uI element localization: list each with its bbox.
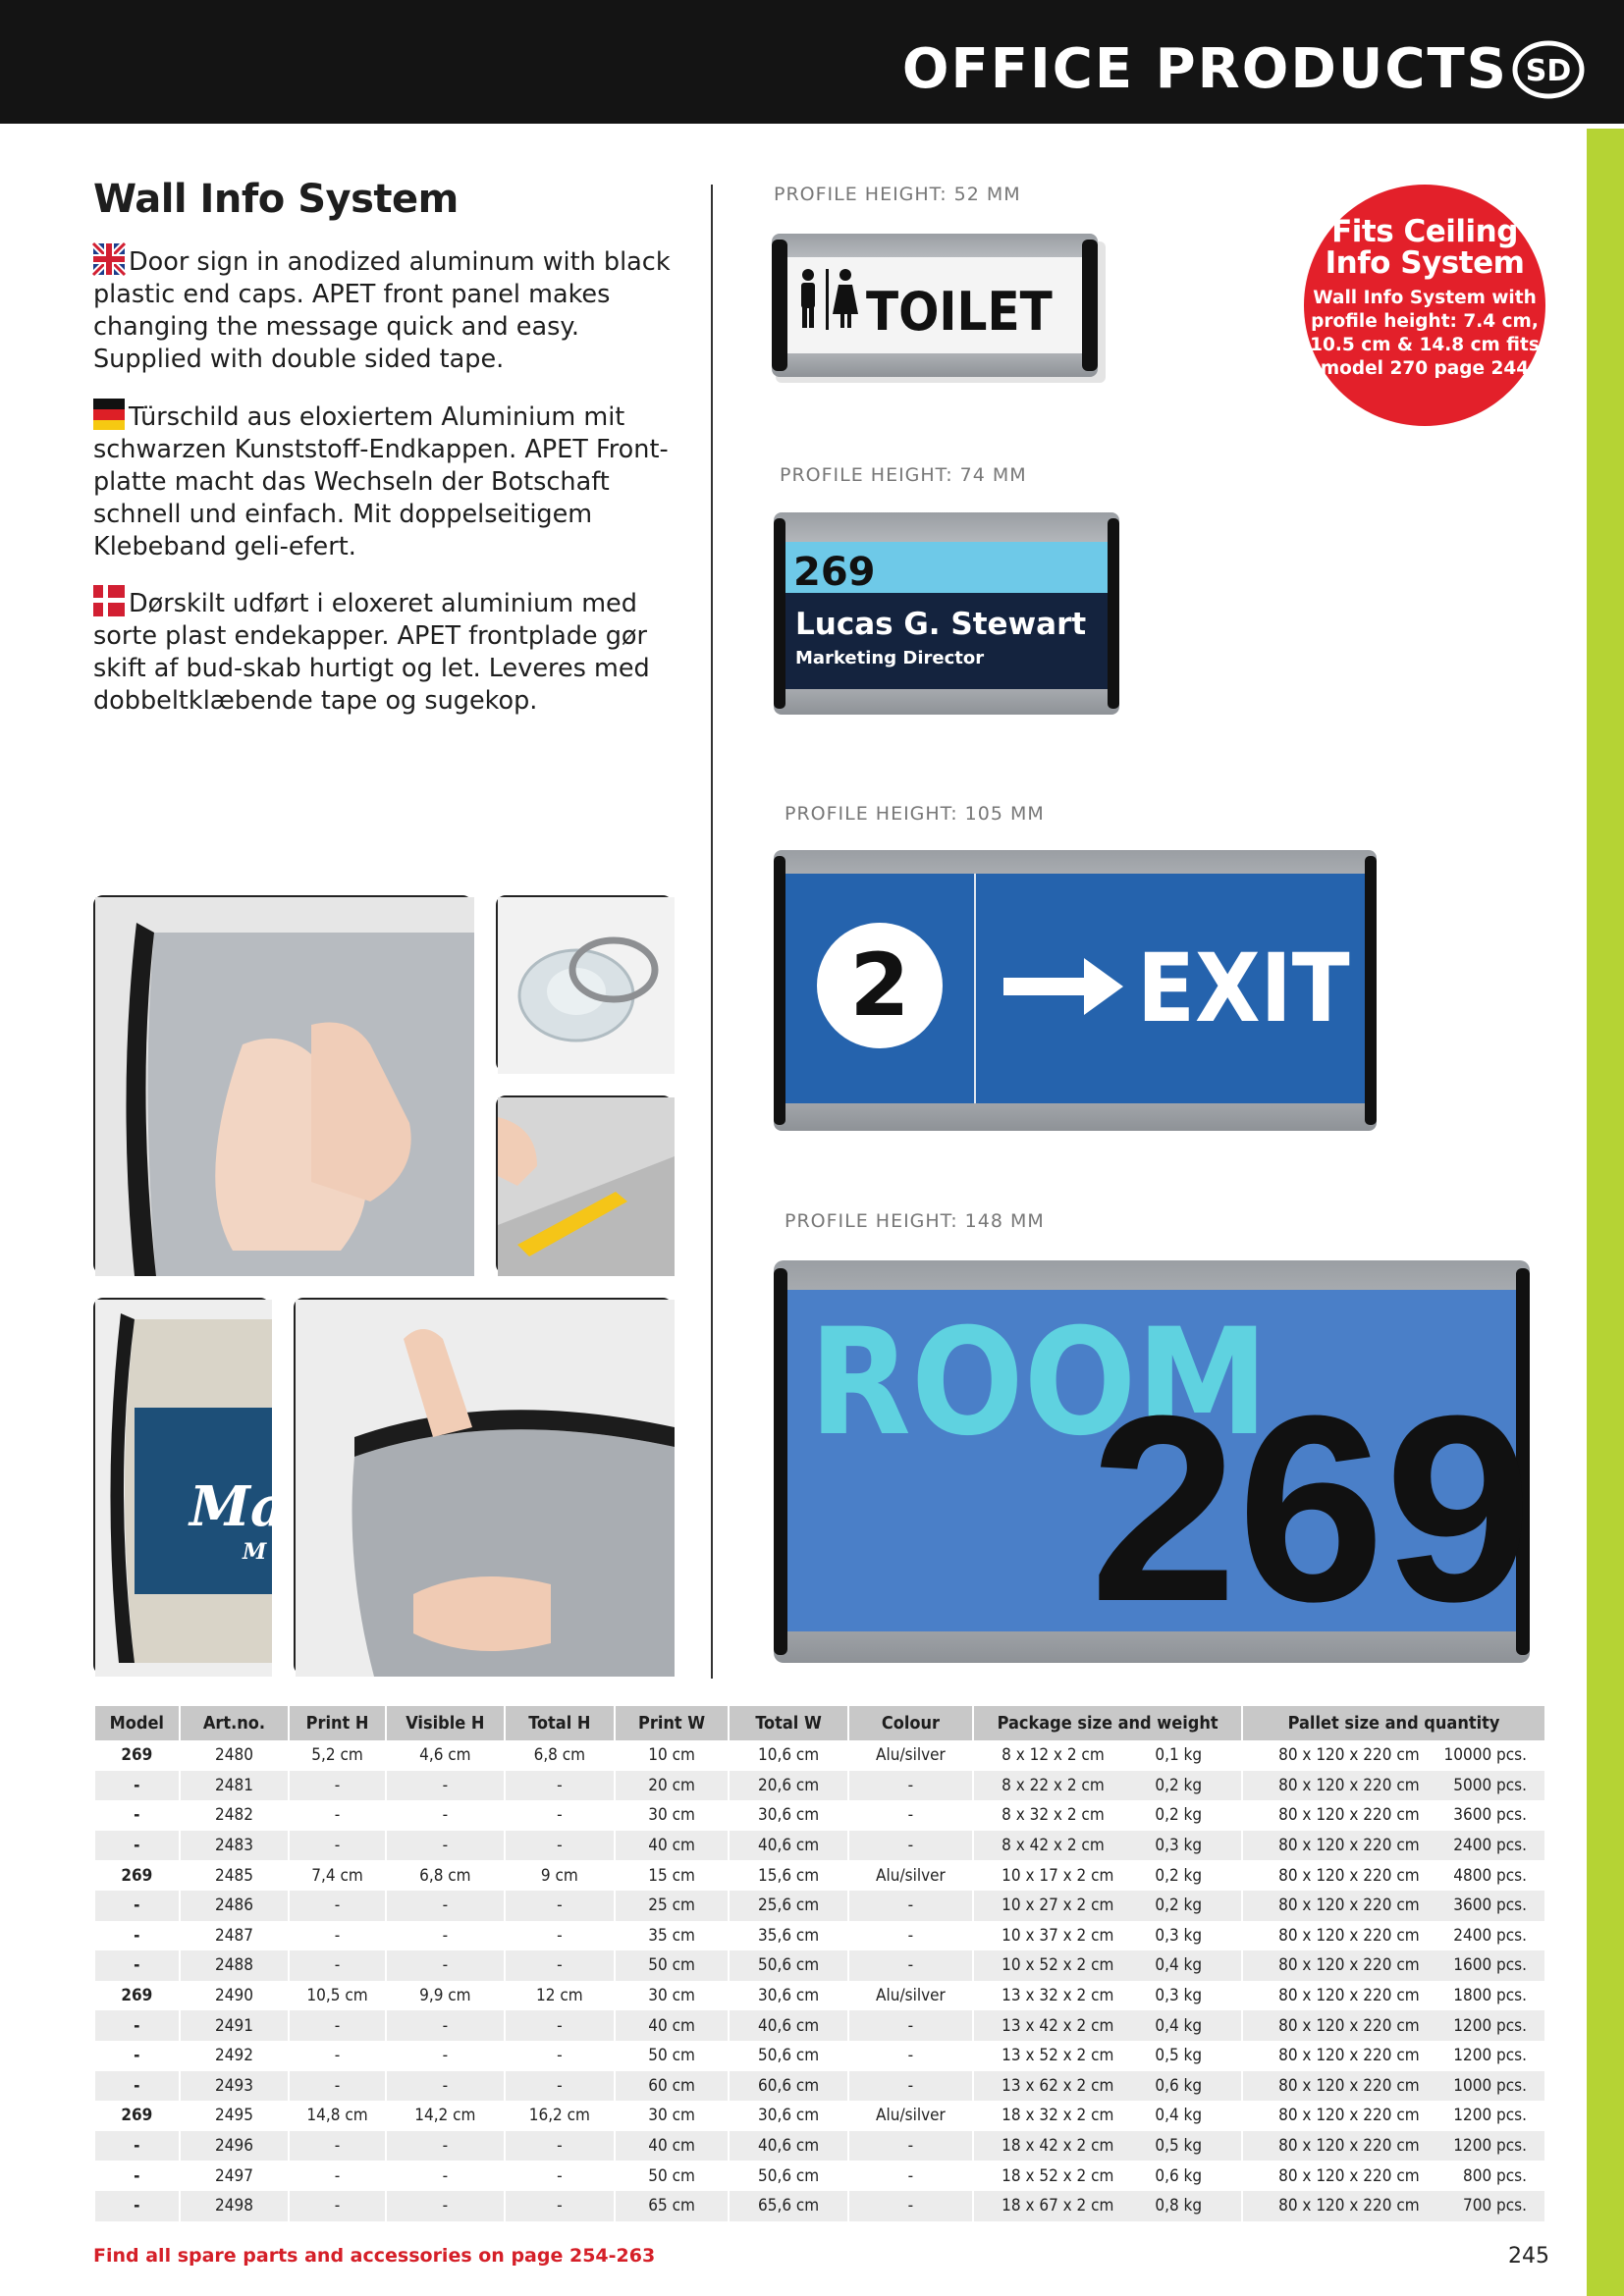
cell-total-h: - xyxy=(557,2046,563,2066)
cell-visible-h: - xyxy=(387,2010,504,2041)
cell-total-w: 65,6 cm xyxy=(730,2191,846,2221)
cell-print-h: - xyxy=(334,1925,341,1946)
toilet-sign xyxy=(772,234,1106,383)
cell-package xyxy=(974,1831,1241,1861)
pallet-quantity: 800 pcs. xyxy=(1463,2165,1527,2186)
cell-pallet xyxy=(1243,1860,1544,1891)
cell-model: - xyxy=(95,2010,179,2041)
package-weight: 0,3 kg xyxy=(1155,1925,1203,1946)
cell-pallet xyxy=(1243,2041,1544,2071)
package-size: 18 x 52 x 2 cm xyxy=(1001,2165,1114,2186)
cell-total-h: - xyxy=(506,2191,614,2221)
cell-total-h: - xyxy=(557,1925,563,1946)
cell-pallet xyxy=(1243,1831,1544,1861)
cell-print-h: - xyxy=(334,1805,341,1826)
cell-total-w: 35,6 cm xyxy=(758,1925,820,1946)
description-da-text: Dørskilt udført i eloxeret aluminium med sorte plast endekapper. APET frontplade gør skift af bud-skab hurtigt og let. Leveres med dobbeltklæbende tape og sugekop. xyxy=(93,589,650,716)
cell-colour: - xyxy=(849,2071,972,2102)
table-row xyxy=(95,1891,1544,1921)
photo-sign-subtext: M xyxy=(243,1539,267,1565)
cell-total-w: 40,6 cm xyxy=(730,1831,846,1861)
cell-model: - xyxy=(134,2165,140,2186)
brand-logo-icon xyxy=(1512,39,1585,100)
cell-visible-h: - xyxy=(387,2071,504,2102)
pallet-quantity: 4800 pcs. xyxy=(1453,1865,1527,1886)
cell-print-h: - xyxy=(290,2131,384,2162)
cell-total-h: - xyxy=(506,2010,614,2041)
cell-art-no: 2497 xyxy=(215,2165,253,2186)
cell-colour: - xyxy=(907,1805,914,1826)
package-weight: 0,6 kg xyxy=(1155,2165,1203,2186)
cell-model: - xyxy=(95,2191,179,2221)
cell-model: - xyxy=(95,2071,179,2102)
name-sign xyxy=(774,512,1123,719)
cell-visible-h: - xyxy=(387,2191,504,2221)
pallet-quantity: 2400 pcs. xyxy=(1453,1836,1527,1856)
cell-print-h: - xyxy=(290,2071,384,2102)
footer-note: Find all spare parts and accessories on page 254-263 xyxy=(93,2245,656,2267)
side-accent-bar xyxy=(1587,129,1624,2296)
table-row xyxy=(95,2101,1544,2131)
pallet-quantity: 1600 pcs. xyxy=(1453,1955,1527,1976)
table-row xyxy=(95,1831,1544,1861)
cell-total-h: 16,2 cm xyxy=(528,2106,590,2126)
table-row xyxy=(95,2041,1544,2071)
ceiling-system-badge xyxy=(1304,185,1545,426)
header-visible-h: Visible H xyxy=(387,1706,504,1740)
product-title: Wall Info System xyxy=(93,177,459,222)
pallet-size: 80 x 120 x 220 cm xyxy=(1278,2046,1420,2066)
header-total-w: Total W xyxy=(730,1706,846,1740)
cell-pallet xyxy=(1243,2191,1544,2221)
cell-model: - xyxy=(95,1891,179,1921)
cell-colour: - xyxy=(907,1925,914,1946)
cell-art-no: 2487 xyxy=(215,1925,253,1946)
cell-pallet xyxy=(1243,1800,1544,1831)
cell-art-no: 2495 xyxy=(215,2106,253,2126)
cell-art-no: 2488 xyxy=(181,1950,289,1981)
danish-flag-icon xyxy=(93,585,125,616)
page-header xyxy=(0,0,1624,124)
profile-label-105: PROFILE HEIGHT: 105 MM xyxy=(785,803,1045,825)
cell-model: 269 xyxy=(121,2106,153,2126)
cell-total-h: - xyxy=(506,1831,614,1861)
pallet-size: 80 x 120 x 220 cm xyxy=(1278,2075,1420,2096)
cell-print-h: - xyxy=(290,1891,384,1921)
cell-pallet xyxy=(1243,1981,1544,2011)
header-pallet: Pallet size and quantity xyxy=(1243,1706,1544,1740)
package-size: 10 x 37 x 2 cm xyxy=(1001,1925,1114,1946)
table-row xyxy=(95,1921,1544,1951)
cell-print-w: 15 cm xyxy=(648,1865,695,1886)
pallet-size: 80 x 120 x 220 cm xyxy=(1278,2136,1420,2157)
cell-package xyxy=(974,1981,1241,2011)
cell-pallet xyxy=(1243,1740,1544,1771)
badge-text: Wall Info System with profile height: 7.4 cm, 10.5 cm & 14.8 cm fits model 270 page 244 xyxy=(1310,288,1540,379)
logo-text: SD xyxy=(1525,54,1572,88)
cell-model: - xyxy=(134,1805,140,1826)
header-model: Model xyxy=(95,1706,179,1740)
cell-total-w: 50,6 cm xyxy=(730,1950,846,1981)
cell-pallet xyxy=(1243,2071,1544,2102)
cell-print-w: 40 cm xyxy=(616,2131,729,2162)
pallet-quantity: 700 pcs. xyxy=(1463,2196,1527,2216)
cell-colour: - xyxy=(849,1771,972,1801)
package-size: 18 x 42 x 2 cm xyxy=(1001,2136,1114,2157)
cell-total-h: - xyxy=(557,2165,563,2186)
cell-art-no: 2482 xyxy=(215,1805,253,1826)
cell-total-w: 30,6 cm xyxy=(758,2106,820,2126)
pallet-quantity: 5000 pcs. xyxy=(1453,1775,1527,1795)
room-number: 269 xyxy=(1090,1362,1533,1657)
package-weight: 0,2 kg xyxy=(1155,1896,1203,1916)
table-header-row xyxy=(95,1706,1544,1740)
column-divider xyxy=(711,185,713,1679)
cell-print-h: 7,4 cm xyxy=(311,1865,363,1886)
cell-model: - xyxy=(95,2131,179,2162)
package-weight: 0,5 kg xyxy=(1155,2136,1203,2157)
cell-print-w: 50 cm xyxy=(616,1950,729,1981)
cell-colour: - xyxy=(849,2010,972,2041)
cell-package xyxy=(974,2010,1241,2041)
cell-visible-h: 9,9 cm xyxy=(419,1986,471,2006)
header-total-h: Total H xyxy=(506,1706,614,1740)
header-print-w: Print W xyxy=(616,1706,729,1740)
cell-visible-h: - xyxy=(442,2165,449,2186)
package-size: 10 x 52 x 2 cm xyxy=(1001,1955,1114,1976)
cell-print-w: 10 cm xyxy=(648,1745,695,1766)
cell-model: 269 xyxy=(121,1745,153,1766)
table-row xyxy=(95,2131,1544,2162)
cell-art-no: 2491 xyxy=(181,2010,289,2041)
cell-package xyxy=(974,2041,1241,2071)
toilet-text: TOILET xyxy=(866,281,1053,343)
cell-colour: Alu/silver xyxy=(876,1865,946,1886)
cell-total-w: 60,6 cm xyxy=(730,2071,846,2102)
cell-package xyxy=(974,1740,1241,1771)
package-size: 8 x 12 x 2 cm xyxy=(1001,1745,1105,1766)
exit-sign xyxy=(774,850,1382,1135)
pallet-size: 80 x 120 x 220 cm xyxy=(1278,2165,1420,2186)
cell-art-no: 2486 xyxy=(181,1891,289,1921)
profile-label-74: PROFILE HEIGHT: 74 MM xyxy=(780,464,1027,486)
cell-total-h: - xyxy=(506,1891,614,1921)
package-size: 8 x 22 x 2 cm xyxy=(1001,1775,1105,1795)
cell-art-no: 2490 xyxy=(215,1986,253,2006)
cell-total-h: - xyxy=(506,2131,614,2162)
pallet-size: 80 x 120 x 220 cm xyxy=(1278,1925,1420,1946)
cell-total-w: 30,6 cm xyxy=(758,1986,820,2006)
photo-applying-panel xyxy=(93,895,472,1274)
cell-package xyxy=(974,1921,1241,1951)
room-word: ROOM xyxy=(809,1298,1269,1468)
table-row xyxy=(95,2191,1544,2221)
cell-visible-h: - xyxy=(442,1805,449,1826)
specification-table xyxy=(93,1706,1546,2221)
package-size: 8 x 42 x 2 cm xyxy=(1001,1836,1105,1856)
cell-print-h: - xyxy=(290,1831,384,1861)
pallet-size: 80 x 120 x 220 cm xyxy=(1278,1745,1420,1766)
cell-total-w: 15,6 cm xyxy=(758,1865,820,1886)
cell-art-no: 2483 xyxy=(181,1831,289,1861)
pallet-quantity: 1200 pcs. xyxy=(1453,2015,1527,2036)
cell-art-no: 2493 xyxy=(181,2071,289,2102)
pallet-quantity: 3600 pcs. xyxy=(1453,1805,1527,1826)
cell-print-h: - xyxy=(290,2191,384,2221)
cell-total-h: - xyxy=(557,1805,563,1826)
pallet-quantity: 1200 pcs. xyxy=(1453,2136,1527,2157)
cell-print-w: 35 cm xyxy=(648,1925,695,1946)
cell-print-h: - xyxy=(334,2165,341,2186)
cell-package xyxy=(974,1891,1241,1921)
cell-visible-h: 4,6 cm xyxy=(419,1745,471,1766)
badge-title: Fits Ceiling Info System xyxy=(1325,214,1525,281)
cell-visible-h: - xyxy=(387,1771,504,1801)
table-row xyxy=(95,1860,1544,1891)
cell-package xyxy=(974,1771,1241,1801)
cell-total-w: 25,6 cm xyxy=(730,1891,846,1921)
pallet-quantity: 1000 pcs. xyxy=(1453,2075,1527,2096)
cell-print-w: 40 cm xyxy=(616,1831,729,1861)
cell-total-w: 30,6 cm xyxy=(758,1805,820,1826)
photo-tape xyxy=(496,1095,673,1274)
package-weight: 0,2 kg xyxy=(1155,1805,1203,1826)
pallet-quantity: 1200 pcs. xyxy=(1453,2106,1527,2126)
cell-colour: - xyxy=(907,2046,914,2066)
cell-total-w: 40,6 cm xyxy=(730,2131,846,2162)
cell-art-no: 2496 xyxy=(181,2131,289,2162)
pallet-size: 80 x 120 x 220 cm xyxy=(1278,1865,1420,1886)
header-print-h: Print H xyxy=(290,1706,384,1740)
cell-pallet xyxy=(1243,1771,1544,1801)
cell-total-w: 20,6 cm xyxy=(730,1771,846,1801)
table-row xyxy=(95,1740,1544,1771)
package-size: 10 x 17 x 2 cm xyxy=(1001,1865,1114,1886)
package-weight: 0,6 kg xyxy=(1155,2075,1203,2096)
table-row xyxy=(95,2010,1544,2041)
pallet-quantity: 10000 pcs. xyxy=(1443,1745,1527,1766)
cell-pallet xyxy=(1243,2101,1544,2131)
name-sign-name: Lucas G. Stewart xyxy=(795,607,1087,642)
package-size: 13 x 42 x 2 cm xyxy=(1001,2015,1114,2036)
cell-pallet xyxy=(1243,2131,1544,2162)
cell-print-w: 30 cm xyxy=(648,1986,695,2006)
cell-total-h: 12 cm xyxy=(536,1986,583,2006)
cell-print-h: - xyxy=(290,2010,384,2041)
cell-model: 269 xyxy=(121,1986,153,2006)
room-sign xyxy=(774,1260,1534,1667)
package-weight: 0,2 kg xyxy=(1155,1865,1203,1886)
cell-visible-h: - xyxy=(387,2131,504,2162)
package-size: 13 x 62 x 2 cm xyxy=(1001,2075,1114,2096)
name-sign-number: 269 xyxy=(793,550,876,595)
profile-label-148: PROFILE HEIGHT: 148 MM xyxy=(785,1210,1045,1232)
cell-model: 269 xyxy=(121,1865,153,1886)
pallet-size: 80 x 120 x 220 cm xyxy=(1278,1896,1420,1916)
cell-art-no: 2480 xyxy=(215,1745,253,1766)
cell-total-w: 10,6 cm xyxy=(758,1745,820,1766)
pallet-size: 80 x 120 x 220 cm xyxy=(1278,1986,1420,2006)
pallet-size: 80 x 120 x 220 cm xyxy=(1278,1775,1420,1795)
cell-colour: - xyxy=(849,1831,972,1861)
cell-total-h: - xyxy=(506,1771,614,1801)
cell-package xyxy=(974,1860,1241,1891)
cell-package xyxy=(974,1800,1241,1831)
cell-total-w: 40,6 cm xyxy=(730,2010,846,2041)
header-colour: Colour xyxy=(849,1706,972,1740)
cell-pallet xyxy=(1243,2010,1544,2041)
cell-package xyxy=(974,2161,1241,2191)
package-size: 8 x 32 x 2 cm xyxy=(1001,1805,1105,1826)
cell-model: - xyxy=(134,1925,140,1946)
description-en xyxy=(93,243,682,376)
table-row xyxy=(95,1981,1544,2011)
package-size: 13 x 32 x 2 cm xyxy=(1001,1986,1114,2006)
cell-colour: - xyxy=(849,2131,972,2162)
cell-pallet xyxy=(1243,1891,1544,1921)
package-weight: 0,4 kg xyxy=(1155,2106,1203,2126)
name-sign-role: Marketing Director xyxy=(795,648,985,668)
cell-print-w: 60 cm xyxy=(616,2071,729,2102)
cell-total-w: 50,6 cm xyxy=(758,2046,820,2066)
package-size: 18 x 67 x 2 cm xyxy=(1001,2196,1114,2216)
pallet-quantity: 3600 pcs. xyxy=(1453,1896,1527,1916)
exit-text: EXIT xyxy=(1137,934,1350,1043)
cell-art-no: 2492 xyxy=(215,2046,253,2066)
cell-visible-h: 14,2 cm xyxy=(414,2106,476,2126)
description-de xyxy=(93,399,682,563)
photo-sign-text: Ma xyxy=(189,1474,287,1539)
description-en-text: Door sign in anodized aluminum with black plastic end caps. APET front panel makes changing the message quick and easy. Supplied with double sided tape. xyxy=(93,247,671,374)
package-size: 18 x 32 x 2 cm xyxy=(1001,2106,1114,2126)
package-weight: 0,5 kg xyxy=(1155,2046,1203,2066)
cell-print-h: 5,2 cm xyxy=(311,1745,363,1766)
cell-print-w: 25 cm xyxy=(616,1891,729,1921)
cell-total-h: - xyxy=(506,1950,614,1981)
description-de-text: Türschild aus eloxiertem Aluminium mit schwarzen Kunststoff-Endkappen. APET Front-platte macht das Wechseln der Botschaft schnell und einfach. Mit doppelseitigem Klebeband geli-efert. xyxy=(93,402,669,561)
cell-print-h: - xyxy=(334,2046,341,2066)
package-weight: 0,4 kg xyxy=(1155,1955,1203,1976)
package-weight: 0,4 kg xyxy=(1155,2015,1203,2036)
cell-print-h: 14,8 cm xyxy=(306,2106,368,2126)
cell-visible-h: - xyxy=(387,1950,504,1981)
cell-print-h: - xyxy=(290,1950,384,1981)
package-weight: 0,2 kg xyxy=(1155,1775,1203,1795)
pallet-size: 80 x 120 x 220 cm xyxy=(1278,1836,1420,1856)
pallet-size: 80 x 120 x 220 cm xyxy=(1278,2015,1420,2036)
photo-suction-cup xyxy=(496,895,673,1072)
header-art-no: Art.no. xyxy=(181,1706,289,1740)
cell-colour: Alu/silver xyxy=(876,2106,946,2126)
cell-print-w: 50 cm xyxy=(648,2046,695,2066)
photo-removing-cap xyxy=(294,1298,673,1675)
cell-colour: - xyxy=(907,2165,914,2186)
cell-print-w: 65 cm xyxy=(616,2191,729,2221)
german-flag-icon xyxy=(93,399,125,430)
cell-visible-h: - xyxy=(387,1891,504,1921)
cell-package xyxy=(974,2071,1241,2102)
exit-number: 2 xyxy=(849,934,910,1036)
cell-model: - xyxy=(95,1771,179,1801)
header-package: Package size and weight xyxy=(974,1706,1241,1740)
pallet-size: 80 x 120 x 220 cm xyxy=(1278,1805,1420,1826)
cell-model: - xyxy=(95,1950,179,1981)
cell-print-h: - xyxy=(290,1771,384,1801)
cell-total-h: 9 cm xyxy=(540,1865,578,1886)
cell-model: - xyxy=(134,2046,140,2066)
package-weight: 0,3 kg xyxy=(1155,1836,1203,1856)
cell-visible-h: - xyxy=(387,1831,504,1861)
cell-model: - xyxy=(95,1831,179,1861)
package-weight: 0,8 kg xyxy=(1155,2196,1203,2216)
table-row xyxy=(95,2071,1544,2102)
cell-visible-h: - xyxy=(442,2046,449,2066)
cell-colour: - xyxy=(849,1950,972,1981)
package-weight: 0,1 kg xyxy=(1155,1745,1203,1766)
cell-pallet xyxy=(1243,2161,1544,2191)
cell-print-w: 20 cm xyxy=(616,1771,729,1801)
table-row xyxy=(95,1800,1544,1831)
pallet-quantity: 1200 pcs. xyxy=(1453,2046,1527,2066)
cell-print-w: 30 cm xyxy=(648,1805,695,1826)
profile-label-52: PROFILE HEIGHT: 52 MM xyxy=(774,184,1021,205)
table-row xyxy=(95,1771,1544,1801)
cell-colour: Alu/silver xyxy=(876,1986,946,2006)
cell-art-no: 2485 xyxy=(215,1865,253,1886)
uk-flag-icon xyxy=(93,243,125,275)
cell-pallet xyxy=(1243,1950,1544,1981)
cell-package xyxy=(974,2131,1241,2162)
package-weight: 0,3 kg xyxy=(1155,1986,1203,2006)
cell-package xyxy=(974,2191,1241,2221)
pallet-size: 80 x 120 x 220 cm xyxy=(1278,2196,1420,2216)
cell-pallet xyxy=(1243,1921,1544,1951)
cell-print-w: 30 cm xyxy=(648,2106,695,2126)
cell-total-h: - xyxy=(506,2071,614,2102)
cell-visible-h: 6,8 cm xyxy=(419,1865,471,1886)
cell-package xyxy=(974,2101,1241,2131)
package-size: 10 x 27 x 2 cm xyxy=(1001,1896,1114,1916)
cell-colour: Alu/silver xyxy=(876,1745,946,1766)
package-size: 13 x 52 x 2 cm xyxy=(1001,2046,1114,2066)
cell-art-no: 2498 xyxy=(181,2191,289,2221)
cell-art-no: 2481 xyxy=(181,1771,289,1801)
cell-print-h: 10,5 cm xyxy=(306,1986,368,2006)
cell-colour: - xyxy=(849,2191,972,2221)
cell-print-w: 40 cm xyxy=(616,2010,729,2041)
cell-print-w: 50 cm xyxy=(648,2165,695,2186)
description-da xyxy=(93,585,682,718)
page-number: 245 xyxy=(1508,2244,1549,2269)
pallet-quantity: 1800 pcs. xyxy=(1453,1986,1527,2006)
cell-total-h: 6,8 cm xyxy=(533,1745,586,1766)
cell-colour: - xyxy=(849,1891,972,1921)
table-row xyxy=(95,2161,1544,2191)
cell-visible-h: - xyxy=(442,1925,449,1946)
cell-total-w: 50,6 cm xyxy=(758,2165,820,2186)
pallet-quantity: 2400 pcs. xyxy=(1453,1925,1527,1946)
pallet-size: 80 x 120 x 220 cm xyxy=(1278,2106,1420,2126)
cell-package xyxy=(974,1950,1241,1981)
photo-sign-closeup xyxy=(93,1298,287,1675)
table-row xyxy=(95,1950,1544,1981)
pallet-size: 80 x 120 x 220 cm xyxy=(1278,1955,1420,1976)
section-title: OFFICE PRODUCTS xyxy=(901,37,1508,101)
